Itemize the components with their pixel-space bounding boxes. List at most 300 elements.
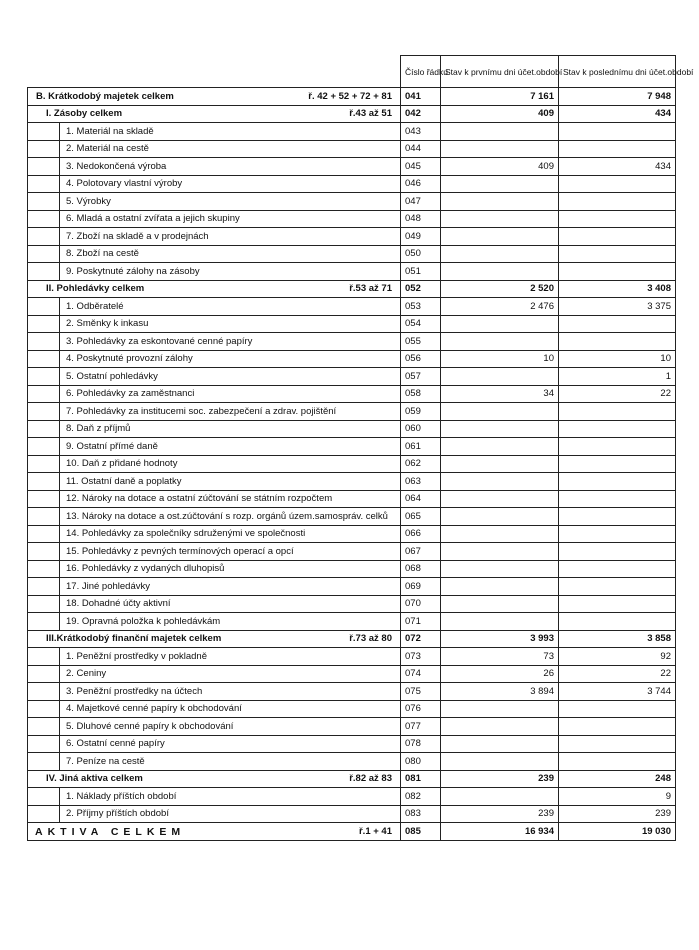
table-row <box>28 613 676 631</box>
indent-box <box>59 666 396 683</box>
row-value-first <box>441 123 559 141</box>
row-label-cell <box>28 280 401 298</box>
row-value-last <box>559 420 676 438</box>
row-value-first: 2 476 <box>441 298 559 316</box>
row-code: 057 <box>401 368 441 386</box>
row-value-last <box>559 210 676 228</box>
row-value-last <box>559 753 676 771</box>
row-value-last: 7 948 <box>559 88 676 106</box>
row-value-last <box>559 718 676 736</box>
row-label-wrap <box>32 613 396 630</box>
row-code: 066 <box>401 525 441 543</box>
row-label: 6. Ostatní cenné papíry <box>66 738 165 750</box>
row-label-wrap <box>32 596 396 613</box>
row-label: 4. Polotovary vlastní výroby <box>66 178 183 190</box>
row-value-first <box>441 473 559 491</box>
indent-box <box>59 736 396 753</box>
row-label: 2. Materiál na cestě <box>66 143 149 155</box>
table-row <box>28 228 676 246</box>
row-label-wrap <box>32 141 396 158</box>
row-value-first <box>441 578 559 596</box>
row-value-last: 434 <box>559 158 676 176</box>
row-label-wrap <box>32 106 396 123</box>
row-value-last: 9 <box>559 788 676 806</box>
row-value-first <box>441 315 559 333</box>
row-value-first <box>441 333 559 351</box>
table-row <box>28 438 676 456</box>
row-label-wrap <box>32 823 396 840</box>
table-row <box>28 735 676 753</box>
row-label: 1. Peněžní prostředky v pokladně <box>66 650 208 662</box>
row-value-first <box>441 455 559 473</box>
row-value-first: 2 520 <box>441 280 559 298</box>
row-label-wrap <box>32 718 396 735</box>
row-value-first <box>441 368 559 386</box>
row-label: 3. Pohledávky za eskontované cenné papíry <box>66 335 253 347</box>
indent-box <box>59 421 396 438</box>
table-row <box>28 700 676 718</box>
row-label-wrap <box>32 438 396 455</box>
row-label-wrap <box>32 578 396 595</box>
row-label-cell <box>28 193 401 211</box>
indent-box <box>59 368 396 385</box>
row-label-cell <box>28 735 401 753</box>
row-formula: ř.82 až 83 <box>349 773 392 785</box>
row-label-cell <box>28 578 401 596</box>
row-value-first <box>441 788 559 806</box>
row-value-first: 16 934 <box>441 823 559 841</box>
row-label-cell <box>28 420 401 438</box>
header-first-period: Stav k prvnímu dni účet.období <box>441 56 559 88</box>
row-value-last <box>559 508 676 526</box>
row-label: 4. Poskytnuté provozní zálohy <box>66 353 193 365</box>
row-label: 7. Peníze na cestě <box>66 755 145 767</box>
row-code: 062 <box>401 455 441 473</box>
row-value-last: 3 744 <box>559 683 676 701</box>
row-value-last: 19 030 <box>559 823 676 841</box>
row-label-wrap <box>32 263 396 280</box>
row-label-wrap <box>32 88 396 105</box>
row-label-wrap <box>32 193 396 210</box>
indent-box <box>59 683 396 700</box>
row-label-cell <box>28 403 401 421</box>
row-code: 054 <box>401 315 441 333</box>
row-label: 7. Zboží na skladě a v prodejnách <box>66 230 209 242</box>
row-label: I. Zásoby celkem <box>46 108 123 120</box>
table-row <box>28 683 676 701</box>
row-value-last <box>559 560 676 578</box>
row-code: 061 <box>401 438 441 456</box>
row-label-wrap <box>32 228 396 245</box>
total-row <box>28 823 676 841</box>
table-row <box>28 210 676 228</box>
row-label-wrap <box>32 753 396 770</box>
row-value-last <box>559 525 676 543</box>
row-label: 16. Pohledávky z vydaných dluhopisů <box>66 563 225 575</box>
row-formula: ř.43 až 51 <box>349 108 392 120</box>
row-code: 082 <box>401 788 441 806</box>
row-code: 078 <box>401 735 441 753</box>
row-value-last <box>559 140 676 158</box>
row-value-first <box>441 438 559 456</box>
row-label: 7. Pohledávky za institucemi soc. zabezpečení a zdrav. pojištění <box>66 405 337 417</box>
row-label-wrap <box>32 473 396 490</box>
indent-box <box>59 141 396 158</box>
row-value-last <box>559 578 676 596</box>
row-label-wrap <box>32 403 396 420</box>
indent-box <box>59 543 396 560</box>
row-label: 6. Pohledávky za zaměstnanci <box>66 388 195 400</box>
row-label: IV. Jiná aktiva celkem <box>46 773 143 785</box>
row-formula: ř.53 až 71 <box>349 283 392 295</box>
row-value-last: 3 408 <box>559 280 676 298</box>
row-label-wrap <box>32 158 396 175</box>
table-row <box>28 158 676 176</box>
row-value-last: 239 <box>559 805 676 823</box>
row-code: 050 <box>401 245 441 263</box>
indent-box <box>59 228 396 245</box>
indent-box <box>59 438 396 455</box>
row-label-wrap <box>32 508 396 525</box>
row-value-last <box>559 700 676 718</box>
row-label: 8. Daň z příjmů <box>66 423 131 435</box>
row-label: B. Krátkodobý majetek celkem <box>36 90 174 102</box>
row-label: 1. Náklady příštích období <box>66 790 177 802</box>
indent-box <box>59 648 396 665</box>
row-label-wrap <box>32 561 396 578</box>
row-value-first <box>441 560 559 578</box>
row-label: AKTIVA CELKEM <box>35 825 186 838</box>
header-last-period: Stav k poslednímu dni účet.období <box>559 56 676 88</box>
table-row <box>28 315 676 333</box>
row-code: 044 <box>401 140 441 158</box>
row-label-wrap <box>32 386 396 403</box>
row-label: 9. Poskytnuté zálohy na zásoby <box>66 265 200 277</box>
row-code: 072 <box>401 630 441 648</box>
indent-box <box>59 526 396 543</box>
row-code: 048 <box>401 210 441 228</box>
row-value-first: 73 <box>441 648 559 666</box>
row-label: 2. Příjmy příštích období <box>66 808 169 820</box>
row-value-first <box>441 718 559 736</box>
row-label: 1. Materiál na skladě <box>66 125 154 137</box>
row-value-first <box>441 245 559 263</box>
row-value-last: 22 <box>559 665 676 683</box>
indent-box <box>59 316 396 333</box>
row-value-first <box>441 595 559 613</box>
row-label: 4. Majetkové cenné papíry k obchodování <box>66 703 242 715</box>
row-code: 076 <box>401 700 441 718</box>
row-label-wrap <box>32 316 396 333</box>
table-row <box>28 420 676 438</box>
row-label-cell <box>28 648 401 666</box>
indent-box <box>59 473 396 490</box>
row-label-cell <box>28 525 401 543</box>
row-value-first: 3 894 <box>441 683 559 701</box>
row-label: II. Pohledávky celkem <box>46 283 145 295</box>
table-row <box>28 718 676 736</box>
table-row <box>28 350 676 368</box>
indent-box <box>59 246 396 263</box>
row-value-first <box>441 193 559 211</box>
row-label: 2. Směnky k inkasu <box>66 318 149 330</box>
row-code: 063 <box>401 473 441 491</box>
row-code: 060 <box>401 420 441 438</box>
row-value-first: 34 <box>441 385 559 403</box>
row-value-first: 239 <box>441 770 559 788</box>
table-row <box>28 123 676 141</box>
row-label-cell <box>28 683 401 701</box>
table-row <box>28 578 676 596</box>
indent-box <box>59 403 396 420</box>
row-label-wrap <box>32 736 396 753</box>
row-label-wrap <box>32 683 396 700</box>
row-value-first <box>441 263 559 281</box>
indent-box <box>59 211 396 228</box>
row-code: 041 <box>401 88 441 106</box>
row-label-cell <box>28 350 401 368</box>
row-label-cell <box>28 700 401 718</box>
indent-box <box>59 701 396 718</box>
row-label-wrap <box>32 333 396 350</box>
row-value-last <box>559 403 676 421</box>
row-label: 12. Nároky na dotace a ostatní zúčtování se státním rozpočtem <box>66 493 333 505</box>
row-label-cell <box>28 315 401 333</box>
row-label-wrap <box>32 806 396 823</box>
row-label-cell <box>28 508 401 526</box>
row-value-first <box>441 613 559 631</box>
row-value-last <box>559 228 676 246</box>
row-label-cell <box>28 298 401 316</box>
row-label-cell <box>28 210 401 228</box>
indent-box <box>59 561 396 578</box>
row-label-cell <box>28 560 401 578</box>
row-label-wrap <box>32 421 396 438</box>
table-row <box>28 368 676 386</box>
row-value-first <box>441 490 559 508</box>
row-code: 081 <box>401 770 441 788</box>
table-row <box>28 508 676 526</box>
row-value-first: 409 <box>441 105 559 123</box>
row-label-wrap <box>32 771 396 788</box>
row-label-cell <box>28 665 401 683</box>
row-value-last <box>559 473 676 491</box>
row-label: 3. Nedokončená výroba <box>66 160 167 172</box>
row-label-wrap <box>32 648 396 665</box>
table-header-row <box>28 56 676 88</box>
row-label-wrap <box>32 456 396 473</box>
row-code: 080 <box>401 753 441 771</box>
row-code: 073 <box>401 648 441 666</box>
table-row <box>28 263 676 281</box>
row-label-cell <box>28 140 401 158</box>
row-value-last: 248 <box>559 770 676 788</box>
row-label-cell <box>28 595 401 613</box>
indent-box <box>59 263 396 280</box>
row-code: 085 <box>401 823 441 841</box>
row-formula: ř.73 až 80 <box>349 633 392 645</box>
indent-box <box>59 193 396 210</box>
row-label: 19. Opravná položka k pohledávkám <box>66 615 221 627</box>
row-label-cell <box>28 543 401 561</box>
header-code: Číslo řádku <box>401 56 441 88</box>
row-label: 5. Ostatní pohledávky <box>66 370 158 382</box>
row-value-last <box>559 543 676 561</box>
row-value-last <box>559 613 676 631</box>
row-value-last <box>559 123 676 141</box>
row-value-last <box>559 735 676 753</box>
row-value-first <box>441 228 559 246</box>
table-row <box>28 140 676 158</box>
row-code: 051 <box>401 263 441 281</box>
row-value-first <box>441 175 559 193</box>
table-row <box>28 333 676 351</box>
row-value-last: 3 375 <box>559 298 676 316</box>
row-label-wrap <box>32 491 396 508</box>
row-label-wrap <box>32 368 396 385</box>
row-label-cell <box>28 245 401 263</box>
row-label: 14. Pohledávky za společníky sdruženými ve společnosti <box>66 528 306 540</box>
row-code: 065 <box>401 508 441 526</box>
row-label-cell <box>28 753 401 771</box>
row-label-wrap <box>32 701 396 718</box>
row-label: 2. Ceniny <box>66 668 107 680</box>
row-value-last <box>559 315 676 333</box>
table-row <box>28 105 676 123</box>
row-label-cell <box>28 630 401 648</box>
indent-box <box>59 351 396 368</box>
row-label-wrap <box>32 788 396 805</box>
table-row <box>28 753 676 771</box>
indent-box <box>59 578 396 595</box>
row-label-wrap <box>32 246 396 263</box>
row-label: 18. Dohadné účty aktivní <box>66 598 171 610</box>
row-label-cell <box>28 455 401 473</box>
row-code: 047 <box>401 193 441 211</box>
row-code: 043 <box>401 123 441 141</box>
table-row <box>28 385 676 403</box>
row-label-wrap <box>32 543 396 560</box>
table-row <box>28 525 676 543</box>
row-label-cell <box>28 770 401 788</box>
table-row <box>28 788 676 806</box>
row-label-cell <box>28 490 401 508</box>
row-code: 056 <box>401 350 441 368</box>
row-label: 10. Daň z přidané hodnoty <box>66 458 178 470</box>
table-row <box>28 560 676 578</box>
row-code: 058 <box>401 385 441 403</box>
table-row <box>28 403 676 421</box>
table-row <box>28 175 676 193</box>
indent-box <box>59 806 396 823</box>
table-row <box>28 665 676 683</box>
row-label-wrap <box>32 176 396 193</box>
row-label-wrap <box>32 211 396 228</box>
balance-sheet-table <box>27 55 694 841</box>
row-code: 045 <box>401 158 441 176</box>
row-code: 064 <box>401 490 441 508</box>
indent-box <box>59 386 396 403</box>
row-code: 070 <box>401 595 441 613</box>
row-code: 052 <box>401 280 441 298</box>
row-value-first <box>441 700 559 718</box>
row-value-first: 7 161 <box>441 88 559 106</box>
row-value-last: 92 <box>559 648 676 666</box>
row-label: 5. Výrobky <box>66 195 111 207</box>
indent-box <box>59 176 396 193</box>
row-label: 15. Pohledávky z pevných termínových operací a opcí <box>66 545 294 557</box>
table-row <box>28 88 676 106</box>
table-row <box>28 490 676 508</box>
row-value-last <box>559 175 676 193</box>
indent-box <box>59 123 396 140</box>
indent-box <box>59 491 396 508</box>
row-label-cell <box>28 788 401 806</box>
row-label: 5. Dluhové cenné papíry k obchodování <box>66 720 234 732</box>
row-label-cell <box>28 123 401 141</box>
row-label: 6. Mladá a ostatní zvířata a jejich skupiny <box>66 213 240 225</box>
row-value-first <box>441 403 559 421</box>
row-value-last <box>559 595 676 613</box>
row-label: 11. Ostatní daně a poplatky <box>66 475 182 487</box>
row-value-last <box>559 193 676 211</box>
row-value-first <box>441 525 559 543</box>
row-code: 069 <box>401 578 441 596</box>
row-value-last: 10 <box>559 350 676 368</box>
table-row <box>28 455 676 473</box>
indent-box <box>59 613 396 630</box>
row-value-first <box>441 753 559 771</box>
indent-box <box>59 333 396 350</box>
table-row <box>28 245 676 263</box>
row-code: 075 <box>401 683 441 701</box>
row-value-last <box>559 245 676 263</box>
row-code: 083 <box>401 805 441 823</box>
indent-box <box>59 753 396 770</box>
table-row <box>28 280 676 298</box>
row-label: 8. Zboží na cestě <box>66 248 139 260</box>
table-row <box>28 473 676 491</box>
indent-box <box>59 596 396 613</box>
row-value-last <box>559 455 676 473</box>
row-value-last: 22 <box>559 385 676 403</box>
row-formula: ř.1 + 41 <box>358 826 392 837</box>
row-code: 067 <box>401 543 441 561</box>
row-label: 1. Odběratelé <box>66 300 124 312</box>
row-code: 055 <box>401 333 441 351</box>
row-label-cell <box>28 805 401 823</box>
row-value-last <box>559 263 676 281</box>
row-formula: ř. 42 + 52 + 72 + 81 <box>308 90 392 102</box>
row-value-last: 434 <box>559 105 676 123</box>
table-row <box>28 298 676 316</box>
table-row <box>28 770 676 788</box>
row-value-last <box>559 490 676 508</box>
row-label-cell <box>28 158 401 176</box>
row-label-wrap <box>32 281 396 298</box>
indent-box <box>59 788 396 805</box>
row-value-first <box>441 508 559 526</box>
row-code: 059 <box>401 403 441 421</box>
row-value-last: 1 <box>559 368 676 386</box>
row-label-cell <box>28 473 401 491</box>
row-label-wrap <box>32 526 396 543</box>
row-value-first <box>441 140 559 158</box>
indent-box <box>59 158 396 175</box>
table-row <box>28 648 676 666</box>
row-code: 053 <box>401 298 441 316</box>
indent-box <box>59 456 396 473</box>
